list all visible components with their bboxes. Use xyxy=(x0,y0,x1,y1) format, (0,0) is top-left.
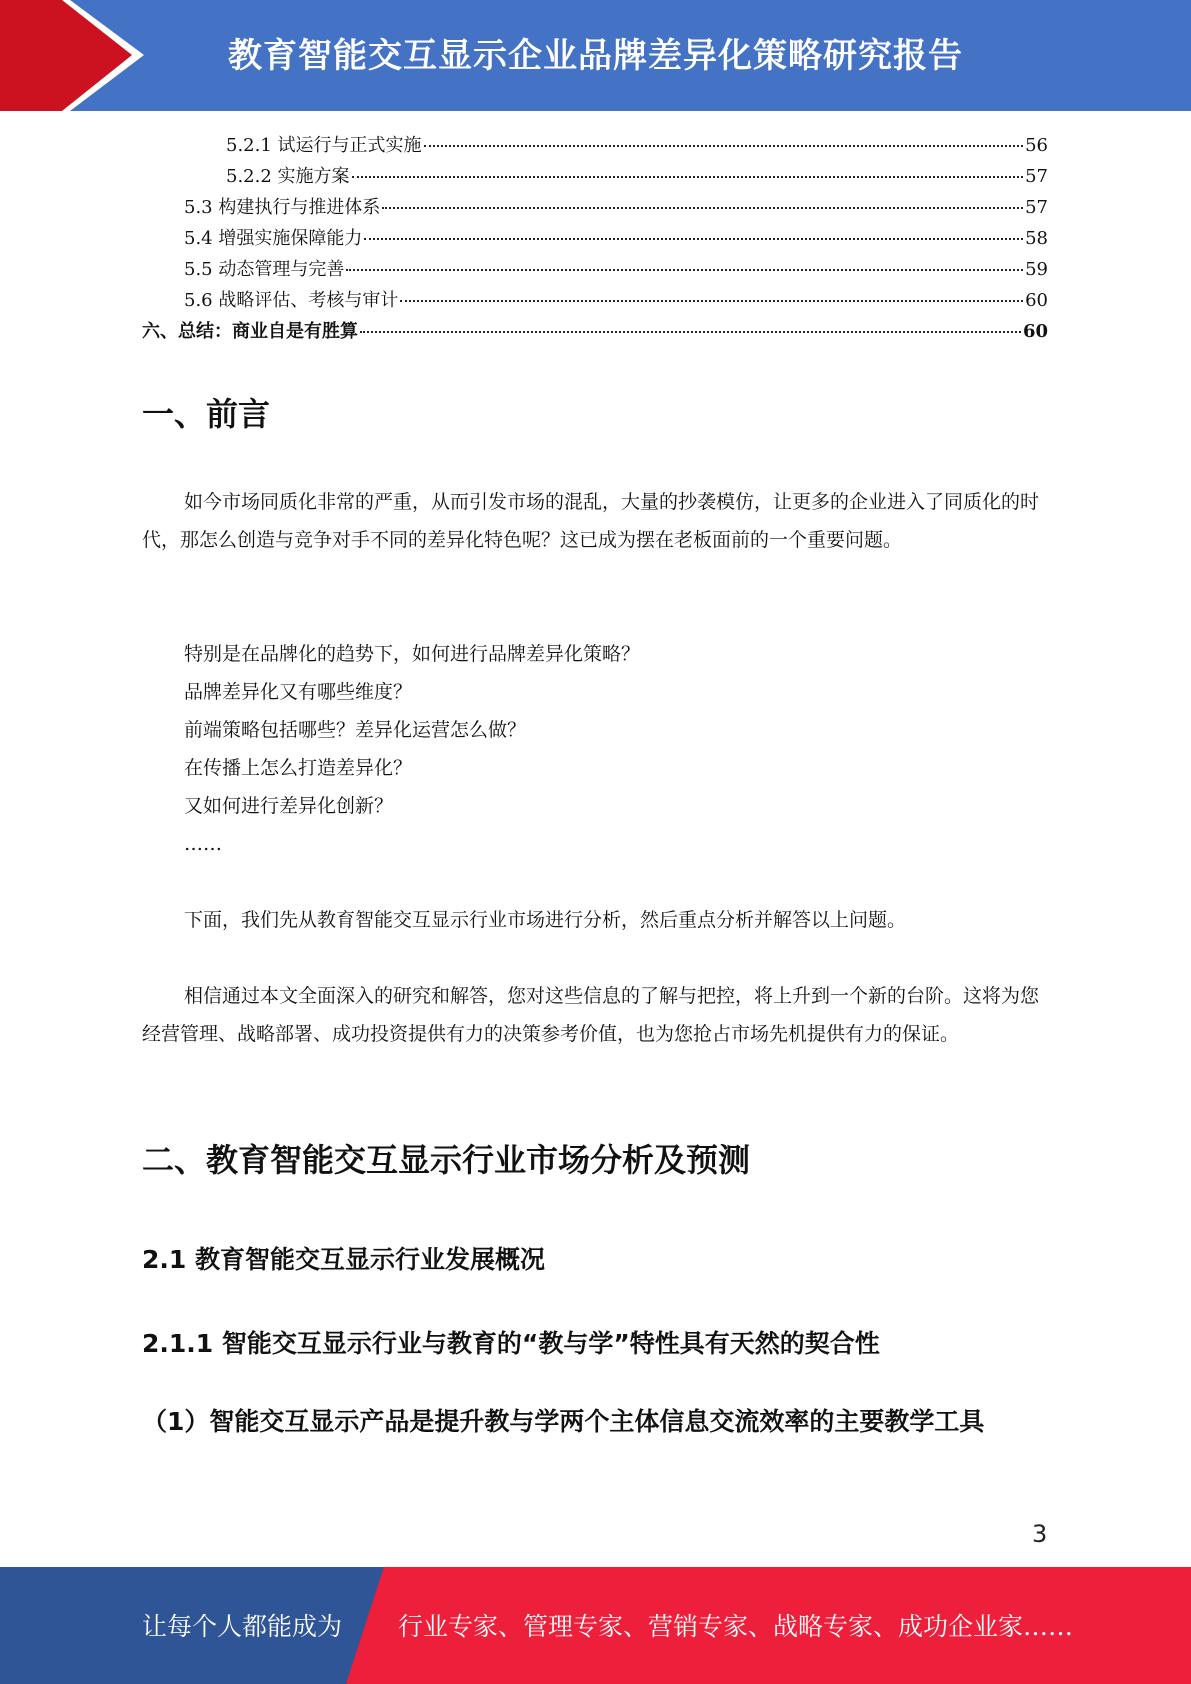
question-item: 在传播上怎么打造差异化？ xyxy=(184,757,413,779)
toc-entry[interactable] xyxy=(142,255,1048,286)
toc-entry-page: 60 xyxy=(1025,290,1048,311)
toc-entry-page: 60 xyxy=(1022,321,1048,342)
toc-entry-label: 5.6 战略评估、考核与审计 xyxy=(184,290,399,311)
toc-leader-dots xyxy=(364,238,1023,240)
footer-slogan-left: 让每个人都能成为 xyxy=(142,1612,343,1641)
section-heading-market: 二、教育智能交互显示行业市场分析及预测 xyxy=(142,1141,751,1179)
page-footer xyxy=(0,1567,1191,1684)
chevron-arrow-icon xyxy=(0,0,160,111)
question-item: 前端策略包括哪些？差异化运营怎么做？ xyxy=(184,719,527,741)
toc-entry[interactable] xyxy=(142,193,1048,224)
toc-entry[interactable] xyxy=(142,131,1048,162)
closing-paragraph: 相信通过本文全面深入的研究和解答，您对这些信息的了解与把控，将上升到一个新的台阶。这将为您经营管理、战略部署、成功投资提供有力的决策参考价值，也为您抢占市场先机提供有力的保证。 xyxy=(142,985,1040,1045)
toc-leader-dots xyxy=(346,269,1023,271)
footer-slogan-right: 行业专家、管理专家、营销专家、战略专家、成功企业家…… xyxy=(398,1612,1074,1641)
question-list xyxy=(184,635,1044,863)
toc-entry-page: 58 xyxy=(1025,228,1048,249)
section-heading-preface: 一、前言 xyxy=(142,395,271,433)
toc-entry-label: 5.4 增强实施保障能力 xyxy=(184,228,363,249)
toc-entry-page: 57 xyxy=(1025,166,1048,187)
toc-entry-page: 56 xyxy=(1025,135,1048,156)
toc-leader-dots xyxy=(360,331,1021,333)
page-number: 3 xyxy=(1032,1520,1048,1548)
toc-entry-page: 57 xyxy=(1025,197,1048,218)
intro-paragraph: 下面，我们先从教育智能交互显示行业市场进行分析，然后重点分析并解答以上问题。 xyxy=(184,909,907,931)
toc-leader-dots xyxy=(352,176,1024,178)
toc-entry-label: 5.5 动态管理与完善 xyxy=(184,259,345,280)
toc-entry-label: 5.2.2 实施方案 xyxy=(226,166,350,187)
question-item: 特别是在品牌化的趋势下，如何进行品牌差异化策略？ xyxy=(184,643,641,665)
question-item: 又如何进行差异化创新？ xyxy=(184,795,394,817)
question-item: 品牌差异化又有哪些维度？ xyxy=(184,681,413,703)
toc-entry-page: 59 xyxy=(1025,259,1048,280)
question-item: …… xyxy=(184,833,222,855)
subsection-heading: 2.1.1 智能交互显示行业与教育的“教与学”特性具有天然的契合性 xyxy=(142,1329,880,1358)
toc-entry[interactable] xyxy=(142,286,1048,317)
toc-leader-dots xyxy=(400,300,1023,302)
preface-paragraph: 如今市场同质化非常的严重，从而引发市场的混乱，大量的抄袭模仿，让更多的企业进入了同质化的时代，那怎么创造与竞争对手不同的差异化特色呢？这已成为摆在老板面前的一个重要问题。 xyxy=(142,491,1040,551)
toc-leader-dots xyxy=(382,207,1023,209)
toc-leader-dots xyxy=(424,145,1024,147)
report-title: 教育智能交互显示企业品牌差异化策略研究报告 xyxy=(228,36,963,76)
toc-entry[interactable] xyxy=(142,317,1048,348)
table-of-contents xyxy=(142,131,1048,348)
subsection-heading: 2.1 教育智能交互显示行业发展概况 xyxy=(142,1245,545,1274)
toc-entry-label: 六、总结：商业自是有胜算 xyxy=(142,321,358,342)
toc-entry-label: 5.2.1 试运行与正式实施 xyxy=(226,135,422,156)
toc-entry-label: 5.3 构建执行与推进体系 xyxy=(184,197,381,218)
page-header xyxy=(0,0,1191,111)
toc-entry[interactable] xyxy=(142,162,1048,193)
subsection-heading: （1）智能交互显示产品是提升教与学两个主体信息交流效率的主要教学工具 xyxy=(142,1407,985,1436)
toc-entry[interactable] xyxy=(142,224,1048,255)
